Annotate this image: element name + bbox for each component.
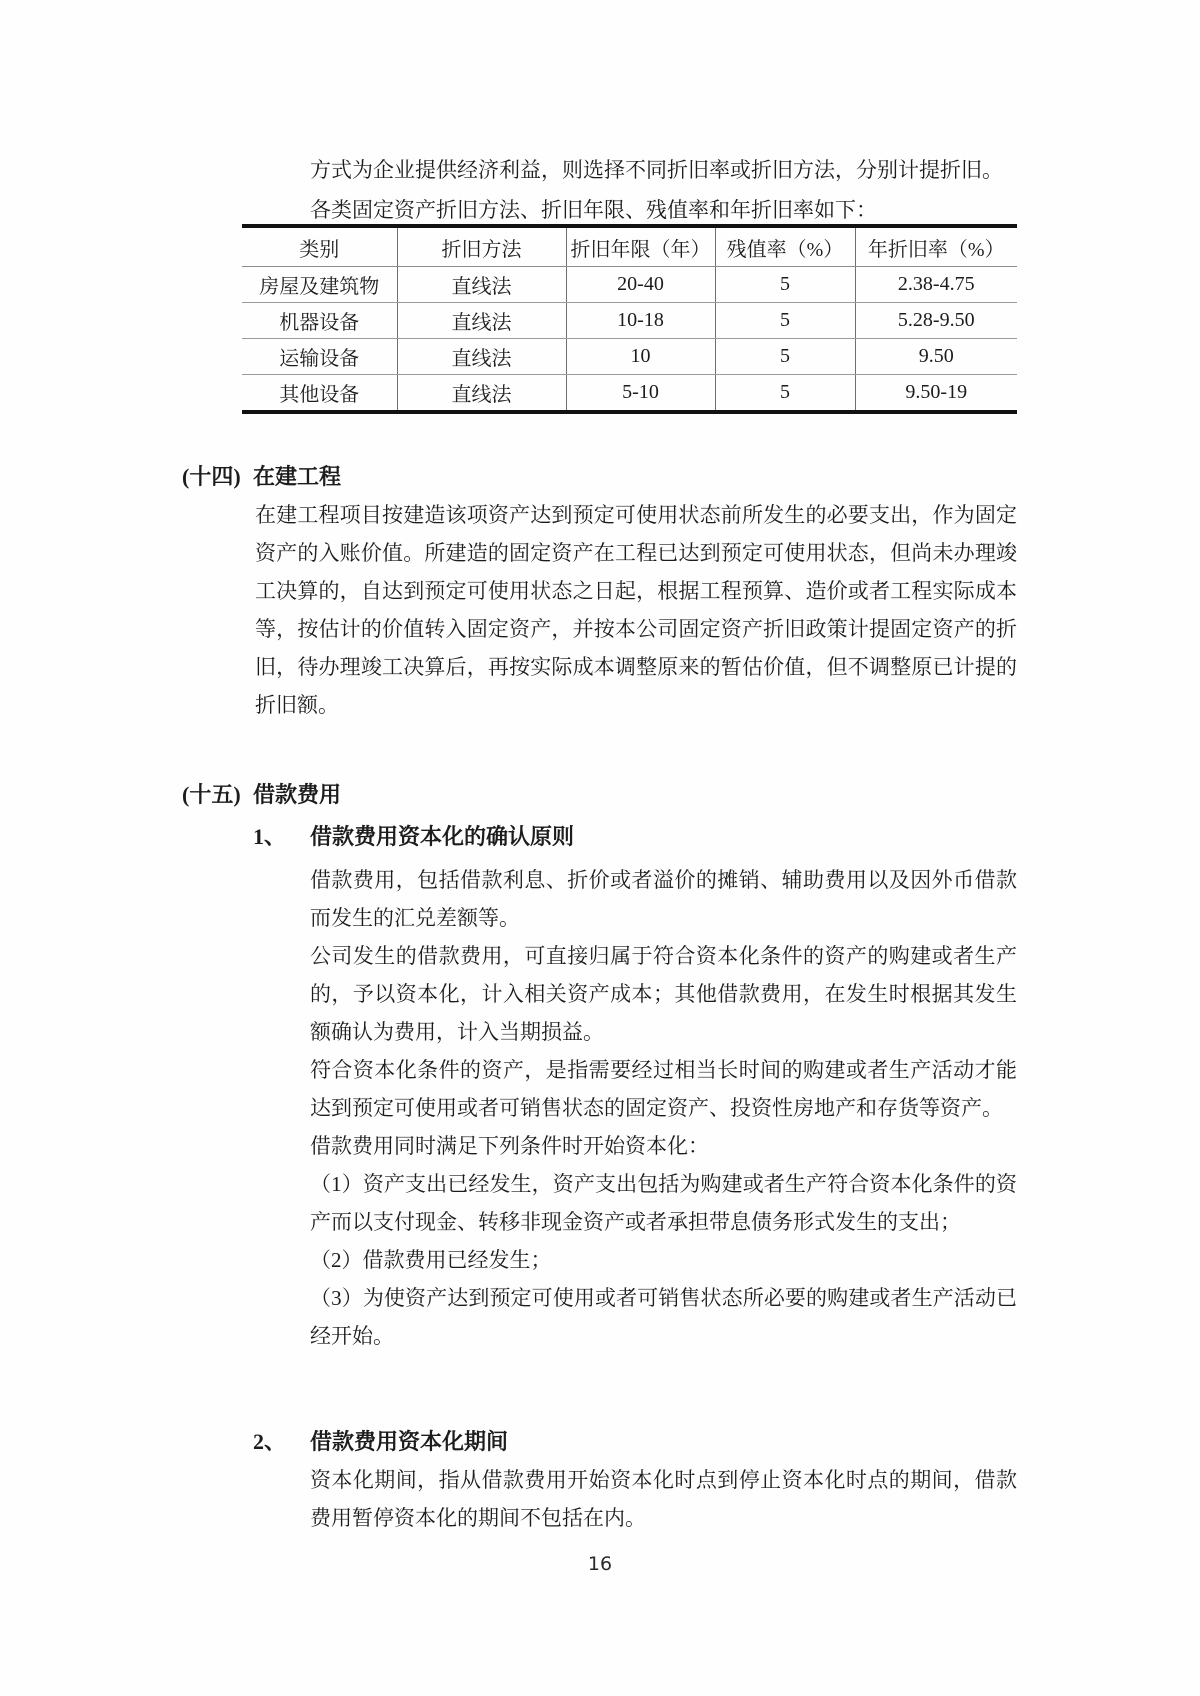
paragraph: 借款费用同时满足下列条件时开始资本化： <box>310 1134 709 1158</box>
page-number: 16 <box>587 1553 613 1575</box>
table-header-residual-rate: 残值率（%） <box>715 226 855 267</box>
subsection-2-body <box>310 1461 1017 1537</box>
section-14-body <box>255 496 1017 724</box>
subsection-2-title: 借款费用资本化期间 <box>310 1429 509 1454</box>
paragraph: 公司发生的借款费用，可直接归属于符合资本化条件的资产的购建或者生产的，予以资本化，计入相关资产成本；其他借款费用，在发生时根据其发生额确认为费用，计入当期损益。 <box>310 944 1017 1044</box>
table-cell: 5 <box>715 267 855 303</box>
table-cell: 直线法 <box>397 267 566 303</box>
section-14-title: 在建工程 <box>253 464 342 489</box>
intro-paragraph <box>310 150 1050 230</box>
table-cell: 5 <box>715 375 855 413</box>
table-row <box>242 339 1017 375</box>
paragraph: 借款费用，包括借款利息、折价或者溢价的摊销、辅助费用以及因外币借款而发生的汇兑差额等。 <box>310 868 1017 930</box>
subsection-1-body <box>310 861 1017 1355</box>
subsection-1-title: 借款费用资本化的确认原则 <box>310 824 575 849</box>
table-cell: 5 <box>715 339 855 375</box>
table-cell: 5 <box>715 303 855 339</box>
table-row <box>242 267 1017 303</box>
table-cell: 5.28-9.50 <box>855 303 1017 339</box>
table-cell: 9.50-19 <box>855 375 1017 413</box>
table-header-method: 折旧方法 <box>397 226 566 267</box>
intro-line-1: 方式为企业提供经济利益，则选择不同折旧率或折旧方法，分别计提折旧。 <box>310 158 1003 182</box>
table-row <box>242 375 1017 413</box>
table-cell: 2.38-4.75 <box>855 267 1017 303</box>
section-14-heading <box>182 460 341 491</box>
table-cell: 20-40 <box>566 267 715 303</box>
section-15-title: 借款费用 <box>253 782 342 807</box>
table-cell: 9.50 <box>855 339 1017 375</box>
paragraph: （3）为使资产达到预定可使用或者可销售状态所必要的购建或者生产活动已经开始。 <box>310 1286 1017 1348</box>
table-cell: 直线法 <box>397 339 566 375</box>
table-header-annual-rate: 年折旧率（%） <box>855 226 1017 267</box>
table-row <box>242 303 1017 339</box>
subsection-2-number: 2、 <box>253 1429 287 1454</box>
table-cell: 10 <box>566 339 715 375</box>
table-cell: 直线法 <box>397 303 566 339</box>
table-cell: 5-10 <box>566 375 715 413</box>
section-14-label: (十四) <box>182 464 241 489</box>
depreciation-table <box>242 224 1017 414</box>
paragraph: 符合资本化条件的资产，是指需要经过相当长时间的购建或者生产活动才能达到预定可使用或者可销售状态的固定资产、投资性房地产和存货等资产。 <box>310 1058 1017 1120</box>
table-header-row <box>242 226 1017 267</box>
section-15-label: (十五) <box>182 782 241 807</box>
table-cell: 运输设备 <box>242 339 397 375</box>
table-header-category: 类别 <box>242 226 397 267</box>
table-cell: 其他设备 <box>279 384 360 406</box>
section-15-heading <box>182 778 341 809</box>
table-cell: 机器设备 <box>242 303 397 339</box>
paragraph: （1）资产支出已经发生，资产支出包括为购建或者生产符合资本化条件的资产而以支付现金、转移非现金资产或者承担带息债务形式发生的支出； <box>310 1172 1017 1234</box>
table-cell: 直线法 <box>397 375 566 413</box>
subsection-1-number: 1、 <box>253 824 287 849</box>
table-cell: 10-18 <box>566 303 715 339</box>
paragraph: （2）借款费用已经发生； <box>310 1248 552 1272</box>
subsection-2-heading <box>253 1425 508 1456</box>
table-cell: 房屋及建筑物 <box>242 267 397 303</box>
paragraph: 在建工程项目按建造该项资产达到预定可使用状态前所发生的必要支出，作为固定资产的入账价值。所建造的固定资产在工程已达到预定可使用状态，但尚未办理竣工决算的，自达到预定可使用状态之日起，根据工程预算、造价或者工程实际成本等，按估计的价值转入固定资产，并按本公司固定资产折旧政策计提固定资产的折旧，待办理竣工决算后，再按实际成本调整原来的暂估价值，但不调整原已计提的折旧额。 <box>255 503 1017 717</box>
table-header-years: 折旧年限（年） <box>566 226 715 267</box>
subsection-1-heading <box>253 820 574 851</box>
intro-line-2: 各类固定资产折旧方法、折旧年限、残值率和年折旧率如下： <box>310 198 877 222</box>
paragraph: 资本化期间，指从借款费用开始资本化时点到停止资本化时点的期间，借款费用暂停资本化的期间不包括在内。 <box>310 1468 1017 1530</box>
